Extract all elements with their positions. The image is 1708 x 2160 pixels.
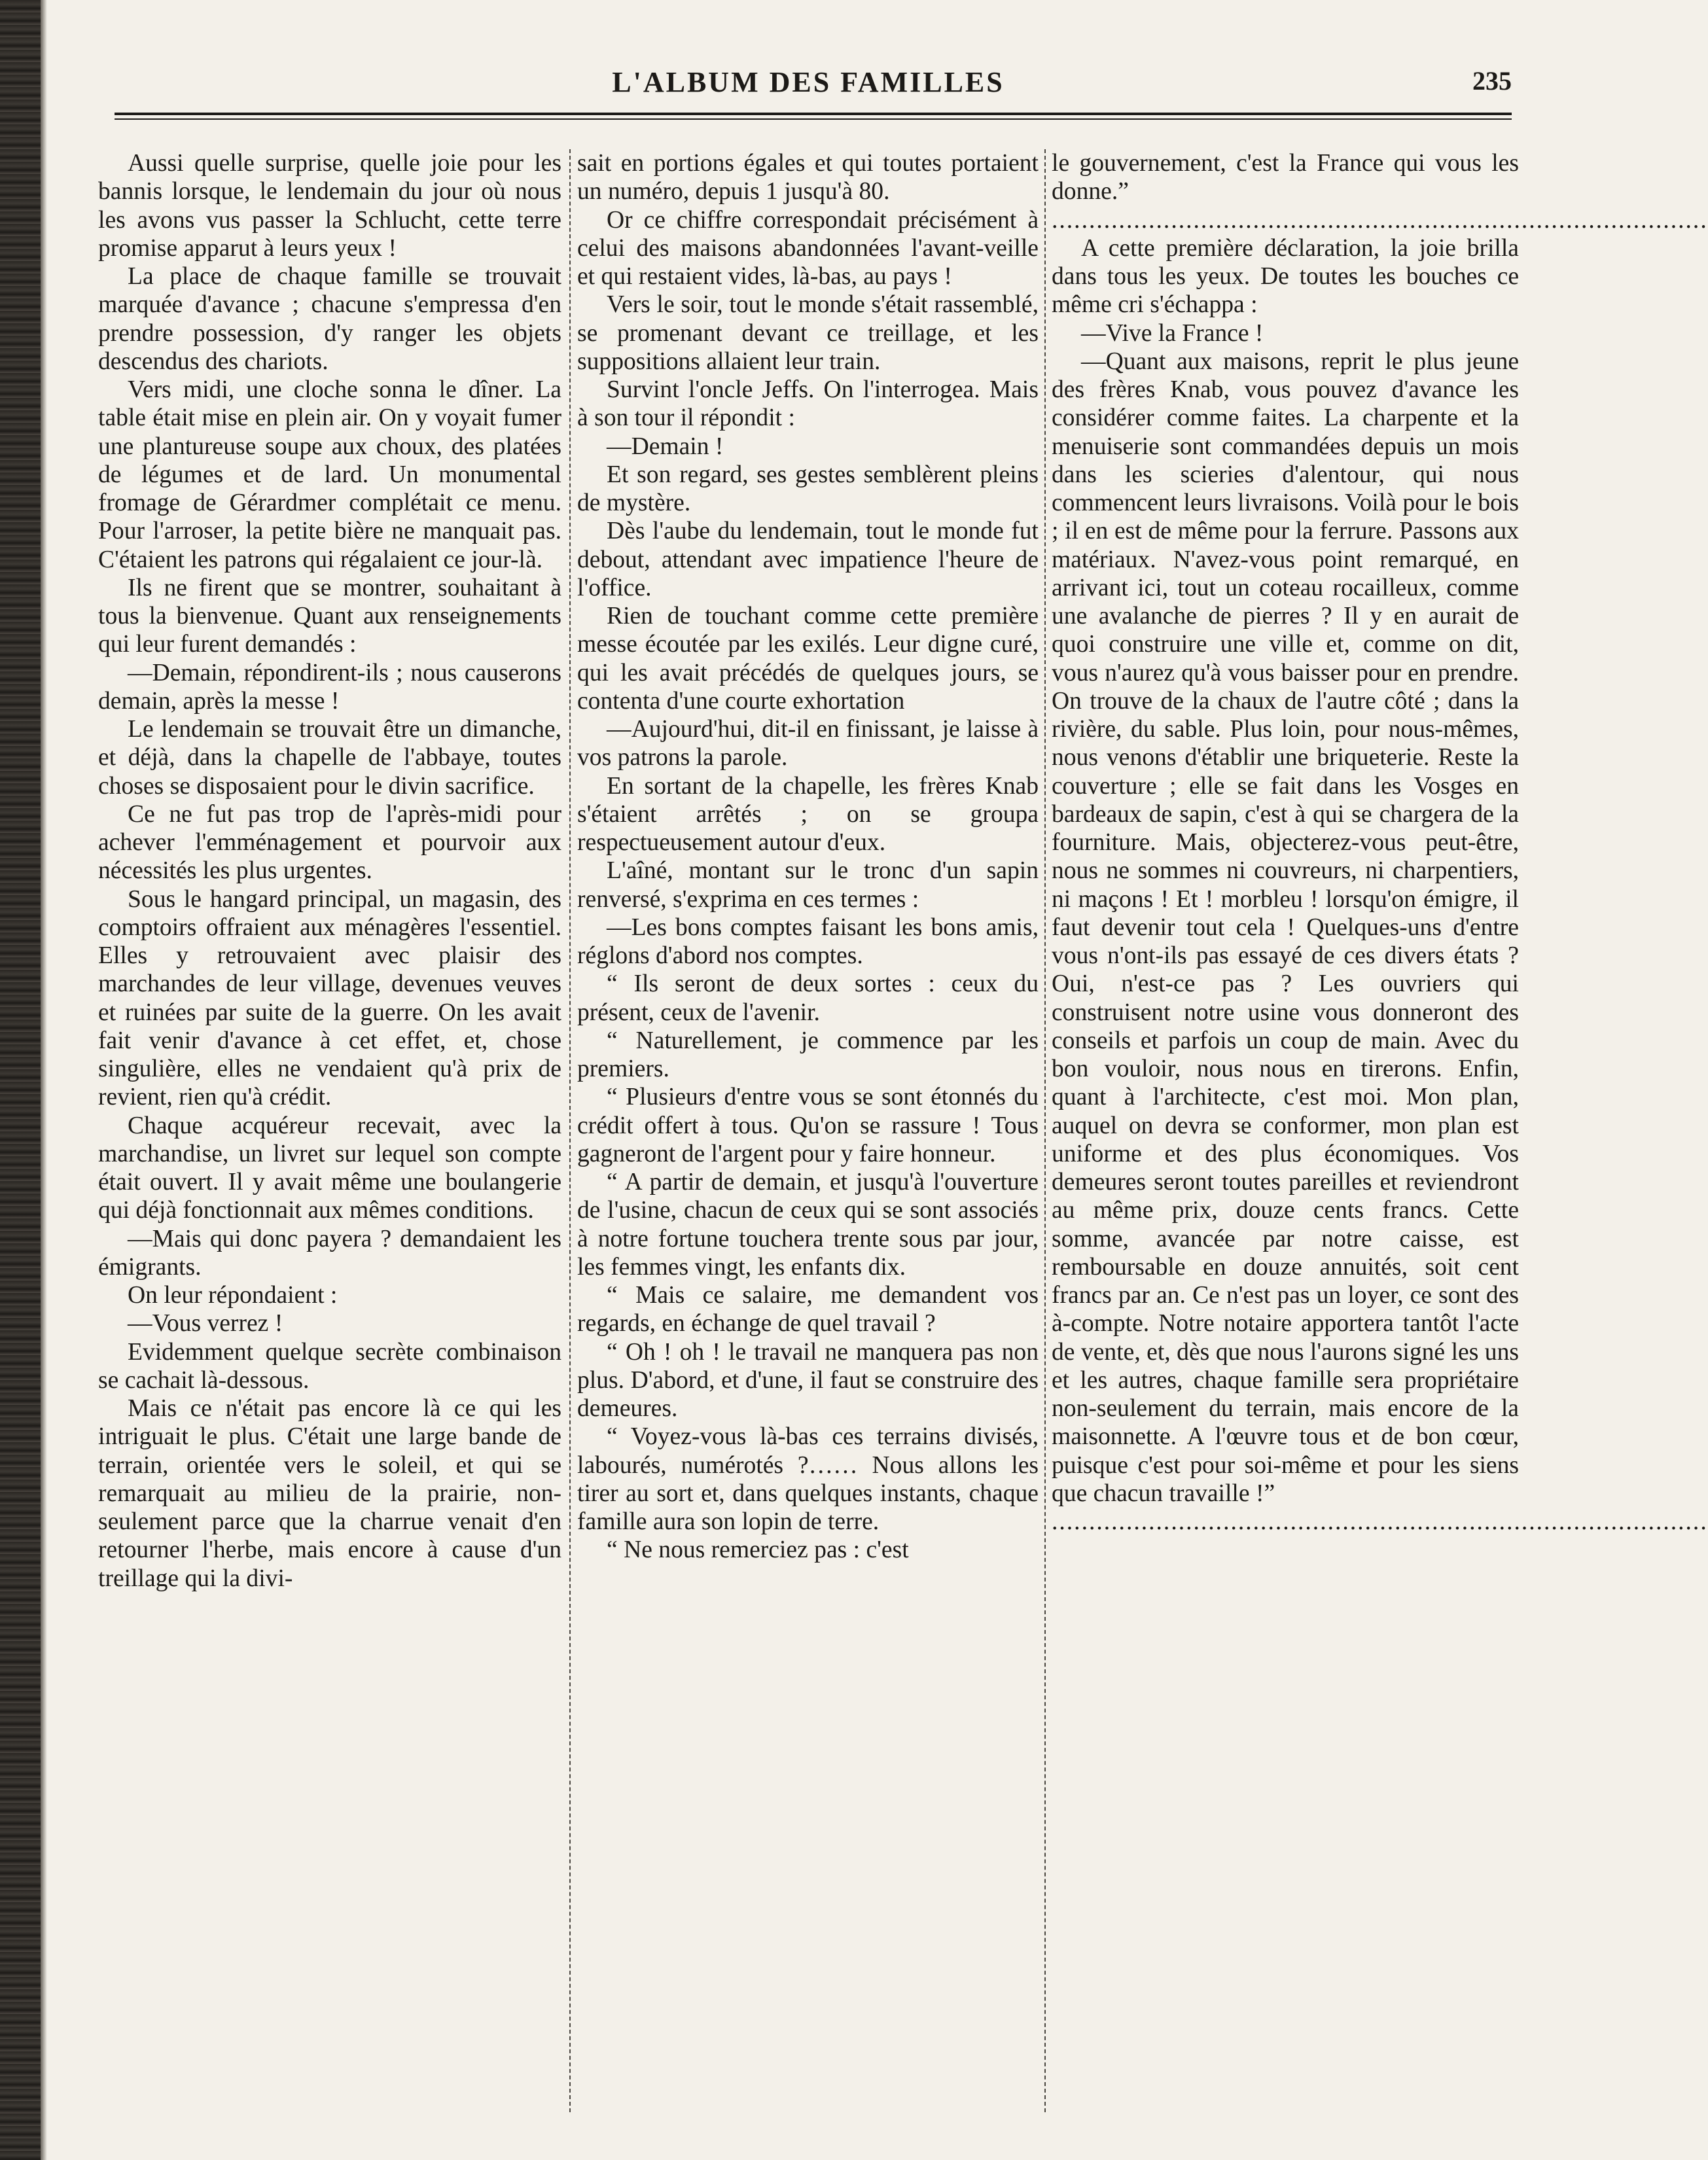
page-number: 235 <box>1472 66 1512 96</box>
paragraph: Ils ne firent que se montrer, souhaitant à tous la bienvenue. Quant aux renseignements qui leur furent demandés : <box>98 574 561 658</box>
paragraph-continued: le gouvernement, c'est la France qui vous les donne.” <box>1052 150 1519 205</box>
text-column-2 <box>577 149 1039 2138</box>
paragraph: Sous le hangard principal, un magasin, des comptoirs offraient aux ménagères l'essentiel. Elles y retrouvaient avec plaisir des marchandes de leur village, devenues veuves et ruinées par suite de la guerre. On les avait fait venir d'avance à cet effet, et, chose singulière, elles ne vendaient qu'à prix de revient, rien qu'à crédit. <box>98 885 561 1111</box>
paragraph: Vers le soir, tout le monde s'était rassemblé, se promenant devant ce treillage, et les suppositions allaient leur train. <box>577 291 1039 375</box>
ellipsis-rule: ........................................................................................ <box>1052 206 1708 234</box>
header-rule-thin <box>115 118 1512 120</box>
text-column-3 <box>1052 149 1708 2138</box>
paragraph: Rien de touchant comme cette première messe écoutée par les exilés. Leur digne curé, qui les avait précédés de quelques jours, se contenta d'une courte exhortation <box>577 603 1039 715</box>
paragraph: Aussi quelle surprise, quelle joie pour les bannis lorsque, le lendemain du jour où nous les avons vus passer la Schlucht, cette terre promise apparut à leurs yeux ! <box>98 150 561 262</box>
text-column-1 <box>98 149 561 2138</box>
binding-shadow <box>41 0 47 2160</box>
paragraph: Mais ce n'était pas encore là ce qui les intriguait le plus. C'était une large bande de terrain, orientée vers le soleil, et qui se remarquait au milieu de la prairie, non-seulement parce que la charrue venait d'en retourner l'herbe, mais encore à cause d'un treillage qui la divi- <box>98 1395 561 1592</box>
running-title: L'ALBUM DES FAMILLES <box>612 66 1005 98</box>
paragraph: En sortant de la chapelle, les frères Knab s'étaient arrêtés ; on se groupa respectueusement autour d'eux. <box>577 772 1039 856</box>
paragraph: A cette première déclaration, la joie brilla dans tous les yeux. De toutes les bouches ce même cri s'échappa : <box>1052 234 1519 319</box>
paragraph: “ Ils seront de deux sortes : ceux du présent, ceux de l'avenir. <box>577 970 1039 1026</box>
paragraph: —Demain ! <box>607 433 724 460</box>
paragraph: L'aîné, montant sur le tronc d'un sapin renversé, s'exprima en ces termes : <box>577 857 1039 913</box>
paragraph: La place de chaque famille se trouvait marquée d'avance ; chacune s'empressa d'en prendre possession, d'y ranger les objets descendus des chariots. <box>98 263 561 375</box>
paragraph: Et son regard, ses gestes semblèrent pleins de mystère. <box>577 461 1039 516</box>
paragraph: “ Naturellement, je commence par les premiers. <box>577 1027 1039 1082</box>
paragraph: —Vive la France ! <box>1081 319 1264 347</box>
paragraph: “ Voyez-vous là-bas ces terrains divisés, labourés, numérotés ?…… Nous allons les tirer au sort et, dans quelques instants, chaque famille aura son lopin de terre. <box>577 1423 1039 1535</box>
paragraph-continued: sait en portions égales et qui toutes portaient un numéro, depuis 1 jusqu'à 80. <box>577 150 1039 205</box>
paragraph: “ A partir de demain, et jusqu'à l'ouverture de l'usine, chacun de ceux qui se sont associés à notre fortune touchera trente sous par jour, les femmes vingt, les enfants dix. <box>577 1169 1039 1281</box>
column-separator-right <box>1044 149 1046 2112</box>
paragraph: “ Mais ce salaire, me demandent vos regards, en échange de quel travail ? <box>577 1282 1039 1337</box>
paragraph: Le lendemain se trouvait être un dimanche, et déjà, dans la chapelle de l'abbaye, toutes choses se disposaient pour le divin sacrifice. <box>98 716 561 800</box>
paragraph: —Quant aux maisons, reprit le plus jeune des frères Knab, vous pouvez d'avance les considérer comme faites. La charpente et la menuiserie sont commandées depuis un mois dans les scieries d'alentour, qui nous commencent leurs livraisons. Voilà pour le bois ; il en est de même pour la ferrure. Passons aux matériaux. N'avez-vous point remarqué, en arrivant ici, tout un coteau rocailleux, comme une avalanche de pierres ? Il y en aurait de quoi construire une ville et, comme on dit, vous n'aurez qu'à vous baisser pour en prendre. On trouve de la chaux de l'autre côté ; dans la rivière, du sable. Plus loin, pour nous-mêmes, nous venons d'établir une briqueterie. Reste la couverture ; elle se fait dans les Vosges en bardeaux de sapin, c'est à qui se chargera de la fourniture. Mais, objecterez-vous peut-être, nous ne sommes ni couvreurs, ni charpentiers, ni maçons ! Et ! morbleu ! lorsqu'on émigre, il faut devenir tout cela ! Quelques-uns d'entre vous n'ont-ils pas essayé de ces divers états ? Oui, n'est-ce pas ? Les ouvriers qui construisent notre usine vous donneront des conseils et parfois un coup de main. Avec du bon vouloir, nous nous en tirerons. Enfin, quant à l'architecte, c'est moi. Mon plan, auquel on devra se conformer, mon plan est uniforme et des plus économiques. Vos demeures seront toutes pareilles et reviendront au même prix, douze cents francs. Cette somme, avancée par notre caisse, est remboursable en douze annuités, soit cent francs par an. Ce n'est pas un loyer, ce sont des à-compte. Notre notaire apportera tantôt l'acte de vente, et, dès que nous l'aurons signé les uns et les autres, chaque famille sera propriétaire non-seulement du terrain, mais encore de la maisonnette. A l'œuvre tous et de bon cœur, puisque c'est pour soi-même et pour les siens que chacun travaille !” <box>1052 347 1519 1507</box>
header-rule-thick <box>115 113 1512 115</box>
paragraph: Chaque acquéreur recevait, avec la marchandise, un livret sur lequel son compte était ouvert. Il y avait même une boulangerie qui déjà fonctionnait aux mêmes conditions. <box>98 1112 561 1224</box>
paragraph: Survint l'oncle Jeffs. On l'interrogea. Mais à son tour il répondit : <box>577 376 1039 432</box>
paragraph: Vers midi, une cloche sonna le dîner. La table était mise en plein air. On y voyait fumer une plantureuse soupe aux choux, des platées de légumes et de lard. Un monumental fromage de Gérardmer complétait ce menu. Pour l'arroser, la petite bière ne manquait pas. C'étaient les patrons qui régalaient ce jour-là. <box>98 376 561 573</box>
page-header <box>105 65 1512 111</box>
paragraph: Dès l'aube du lendemain, tout le monde fut debout, attendant avec impatience l'heure de l'office. <box>577 518 1039 601</box>
column-separator-left <box>569 149 571 2112</box>
paragraph: Or ce chiffre correspondait précisément à celui des maisons abandonnées l'avant-veille et qui restaient vides, là-bas, au pays ! <box>577 206 1039 290</box>
paragraph: “ Oh ! oh ! le travail ne manquera pas non plus. D'abord, et d'une, il faut se construire des demeures. <box>577 1338 1039 1422</box>
page-binding-edge <box>0 0 41 2160</box>
paragraph: —Demain, répondirent-ils ; nous causerons demain, après la messe ! <box>98 659 561 715</box>
paragraph: —Vous verrez ! <box>128 1310 283 1337</box>
paragraph: On leur répondaient : <box>128 1282 338 1309</box>
paragraph: —Les bons comptes faisant les bons amis, réglons d'abord nos comptes. <box>577 913 1039 969</box>
paragraph: “ Plusieurs d'entre vous se sont étonnés du crédit offert à tous. Qu'on se rassure ! Tous gagneront de l'argent pour y faire honneur. <box>577 1084 1039 1167</box>
paragraph: Evidemment quelque secrète combinaison se cachait là-dessous. <box>98 1338 561 1394</box>
paragraph: —Mais qui donc payera ? demandaient les émigrants. <box>98 1225 561 1281</box>
ellipsis-rule-end: ........................................................................................ <box>1052 1508 1708 1535</box>
paragraph: Ce ne fut pas trop de l'après-midi pour achever l'emménagement et pourvoir aux nécessités les plus urgentes. <box>98 800 561 885</box>
paragraph: —Aujourd'hui, dit-il en finissant, je laisse à vos patrons la parole. <box>577 716 1039 771</box>
paragraph: “ Ne nous remerciez pas : c'est <box>607 1536 909 1564</box>
